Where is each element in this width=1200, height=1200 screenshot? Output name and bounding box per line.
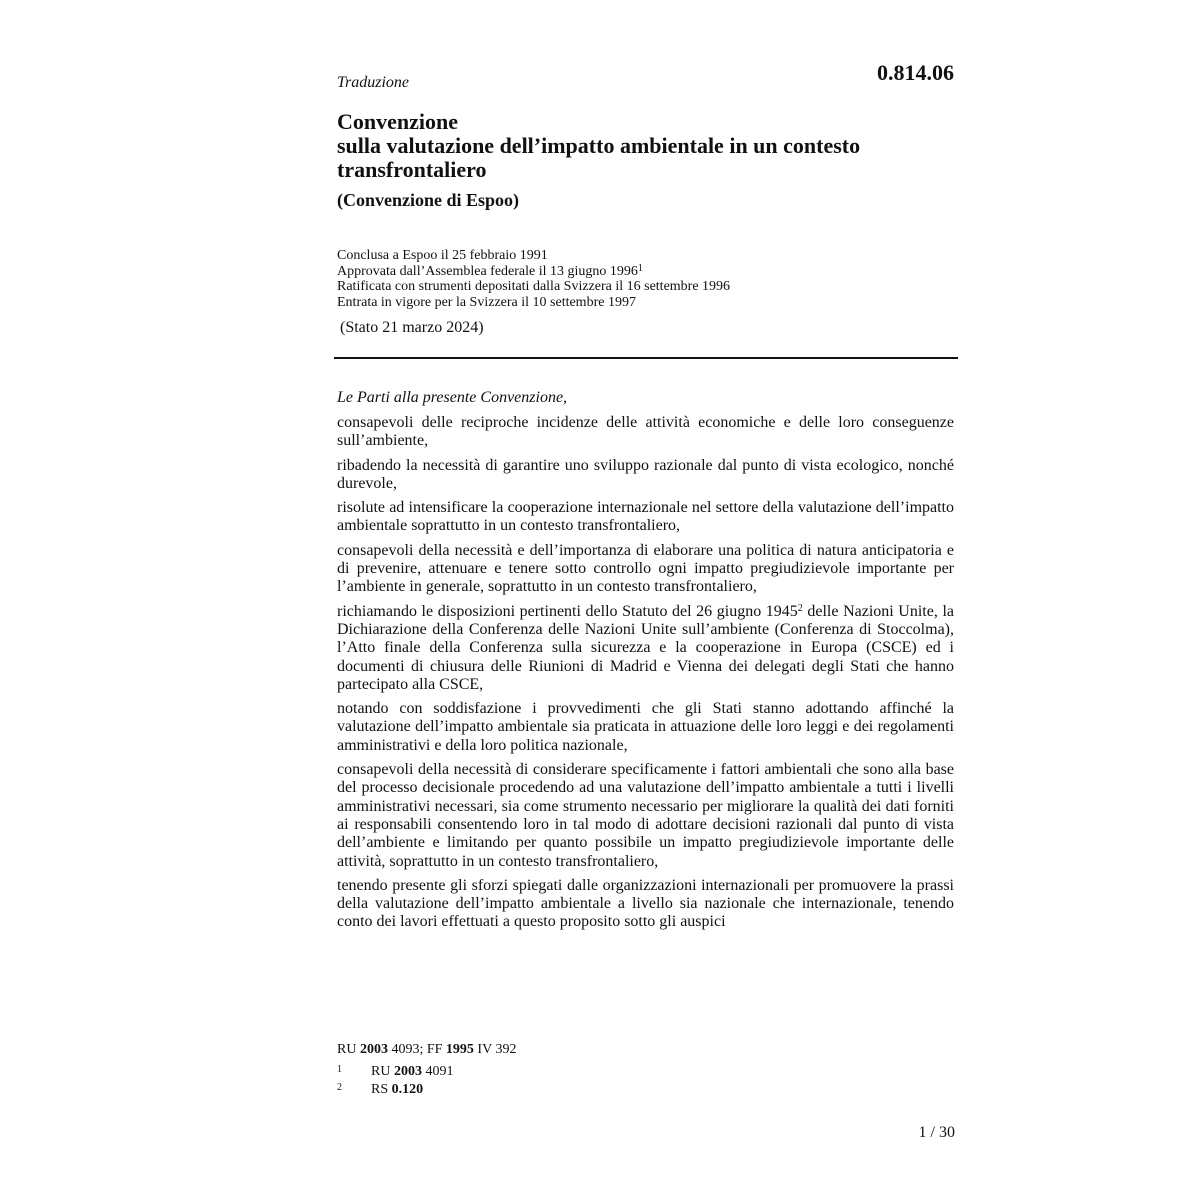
document-subtitle: (Convenzione di Espoo): [337, 190, 520, 210]
footnote-prefix: RU: [371, 1064, 394, 1079]
paragraph-text: richiamando le disposizioni pertinenti dello Statuto del 26 giugno 1945: [337, 602, 798, 620]
preamble-paragraph: tenendo presente gli sforzi spiegati dalle organizzazioni internazionali per promuovere la prassi della valutazione dell’impatto ambientale a livello sia nazionale che internazionale, tenendo conto dei lavori effettuati a questo proposito sotto gli auspici: [337, 876, 954, 931]
footnote-2: [337, 1080, 453, 1098]
meta-approved-text: Approvata dall’Assemblea federale il 13 giugno 1996: [337, 263, 638, 279]
meta-ratified: Ratificata con strumenti depositati dalla Svizzera il 16 settembre 1996: [337, 279, 731, 294]
page-number: 1 / 30: [918, 1124, 955, 1141]
official-reference: [337, 1042, 516, 1058]
footnote-number: 2: [337, 1082, 342, 1093]
preamble-body: [337, 414, 954, 938]
footnote-page: 4091: [421, 1064, 454, 1079]
title-line-3: transfrontaliero: [337, 157, 487, 182]
ref-ru-year: 2003: [359, 1042, 388, 1057]
meta-concluded: Conclusa a Espoo il 25 febbraio 1991: [337, 248, 548, 263]
footnote-year: 2003: [393, 1064, 422, 1079]
title-line-2: sulla valutazione dell’impatto ambientale in un contesto: [337, 133, 861, 158]
document-title: [337, 110, 937, 182]
meta-in-force: Entrata in vigore per la Svizzera il 10 settembre 1997: [337, 294, 636, 310]
footnote-1: [337, 1062, 453, 1080]
footnote-marker[interactable]: 1: [637, 262, 643, 274]
preamble-paragraph: consapevoli della necessità e dell’importanza di elaborare una politica di natura anticipatoria e di prevenire, attenuare e tenere sotto controllo ogni impatto pregiudizievole importante per l’ambiente in generale, soprattutto in un contesto transfrontaliero,: [337, 541, 954, 596]
ref-ff-year: 1995: [445, 1042, 474, 1057]
preamble-intro: Le Parti alla presente Convenzione,: [337, 389, 568, 406]
preamble-paragraph: consapevoli della necessità di considerare specificamente i fattori ambientali che sono alla base del processo decisionale procedendo ad una valutazione dell’impatto ambientale a tutti i livelli amministrativi necessari, sia come strumento necessario per migliorare la qualità dei dati forniti ai responsabili consentendo loro in tal modo di adottare decisioni razionali dal punto di vista dell’ambiente e limitando per quanto possibile un impatto pregiudizievole importante delle attività, soprattutto in un contesto transfrontaliero,: [337, 761, 954, 870]
paragraph-text: delle Nazioni Unite, la Dichiarazione della Conferenza delle Nazioni Unite sull’ambiente (Conferenza di Stoccolma), l’Atto finale della Conferenza sulla sicurezza e la cooperazione in Europa (CSCE) ed i documenti di chiusura delle Riunioni di Madrid e Vienna dei delegati degli Stati che hanno partecipato alla CSCE,: [337, 602, 954, 693]
footnote-number: 1: [337, 1064, 342, 1075]
footnote-ref[interactable]: 0.120: [391, 1082, 424, 1097]
footnote-marker[interactable]: 2: [797, 602, 803, 614]
document-metadata: [337, 248, 730, 310]
ref-ru-label: RU: [337, 1042, 357, 1057]
preamble-paragraph: consapevoli delle reciproche incidenze delle attività economiche e delle loro conseguenze sull’ambiente,: [337, 414, 954, 450]
preamble-paragraph: [337, 603, 954, 694]
ref-ff-page: IV 392: [473, 1042, 517, 1057]
ref-ru-page: 4093; FF: [387, 1042, 446, 1057]
sr-number: 0.814.06: [877, 60, 954, 85]
status-date: (Stato 21 marzo 2024): [340, 319, 484, 336]
translation-label: Traduzione: [337, 74, 410, 91]
preamble-paragraph: ribadendo la necessità di garantire uno sviluppo razionale dal punto di vista ecologico, nonché durevole,: [337, 456, 954, 492]
footnotes: [337, 1062, 453, 1098]
preamble-paragraph: notando con soddisfazione i provvedimenti che gli Stati stanno adottando affinché la valutazione dell’impatto ambientale sia praticata in attuazione delle loro leggi e dei regolamenti amministrativi e della loro politica nazionale,: [337, 700, 954, 754]
meta-approved: [337, 264, 730, 280]
preamble-paragraph: risolute ad intensificare la cooperazione internazionale nel settore della valutazione dell’impatto ambientale soprattutto in un contesto transfrontaliero,: [337, 499, 954, 535]
title-line-1: Convenzione: [337, 109, 458, 134]
separator-rule: [334, 357, 958, 359]
footnote-prefix: RS: [371, 1082, 392, 1097]
